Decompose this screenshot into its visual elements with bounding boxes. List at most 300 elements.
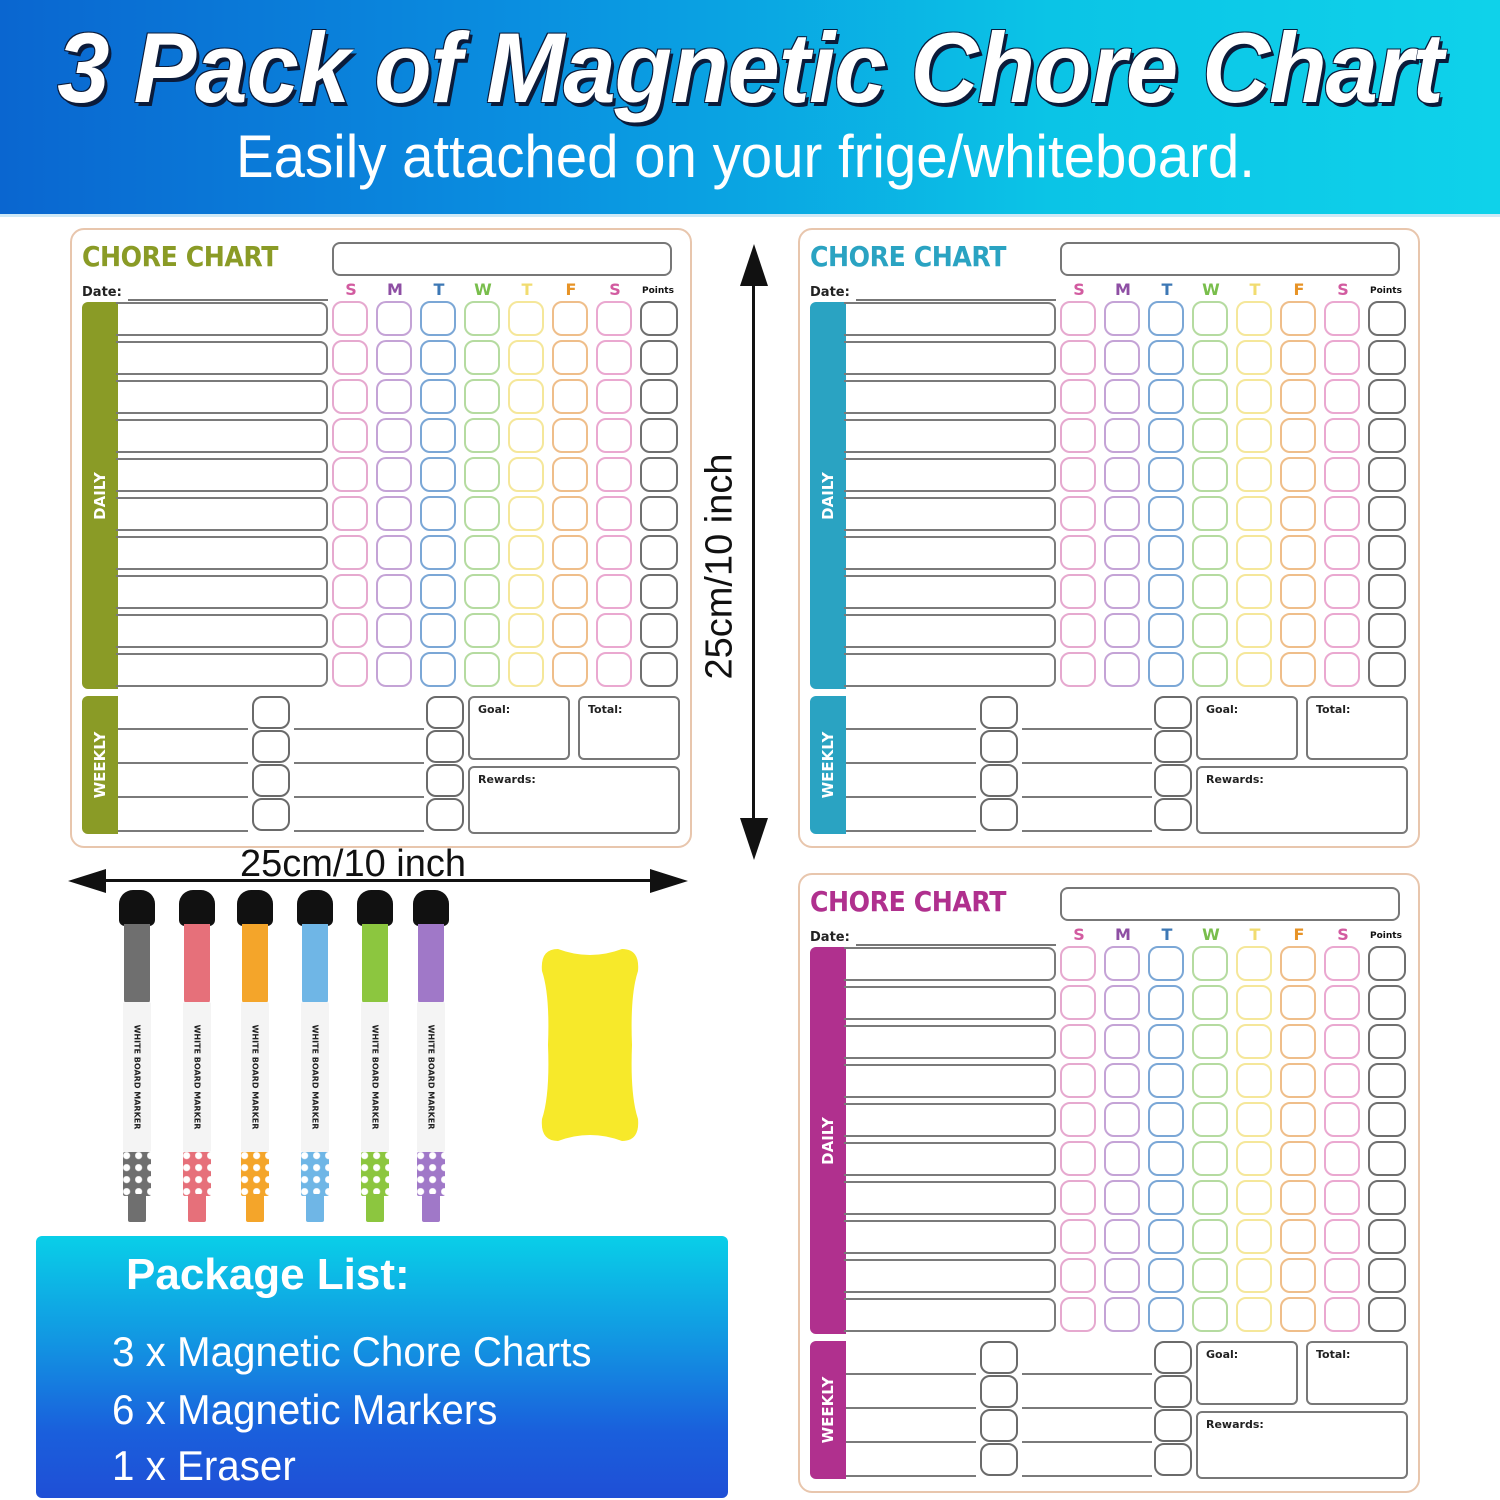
day-checkbox[interactable]: [1324, 457, 1360, 492]
day-checkbox[interactable]: [1280, 1102, 1316, 1137]
day-checkbox[interactable]: [1280, 985, 1316, 1020]
day-checkbox[interactable]: [1192, 1024, 1228, 1059]
day-checkbox[interactable]: [1236, 985, 1272, 1020]
day-checkbox[interactable]: [332, 340, 368, 375]
day-checkbox[interactable]: [1148, 1180, 1184, 1215]
day-checkbox[interactable]: [1148, 340, 1184, 375]
day-checkbox[interactable]: [596, 379, 632, 414]
day-checkbox[interactable]: [1104, 946, 1140, 981]
day-checkbox[interactable]: [332, 496, 368, 531]
points-box[interactable]: [1368, 1063, 1406, 1098]
daily-task-field[interactable]: [116, 302, 328, 336]
goal-box[interactable]: [1196, 1341, 1298, 1405]
weekly-task-field[interactable]: [1022, 1407, 1152, 1409]
day-checkbox[interactable]: [596, 535, 632, 570]
total-box[interactable]: [1306, 1341, 1408, 1405]
day-checkbox[interactable]: [1192, 1180, 1228, 1215]
day-checkbox[interactable]: [1060, 496, 1096, 531]
weekly-task-field[interactable]: [846, 1441, 976, 1443]
daily-task-field[interactable]: [844, 1181, 1056, 1215]
points-box[interactable]: [640, 574, 678, 609]
day-checkbox[interactable]: [508, 457, 544, 492]
day-checkbox[interactable]: [1324, 535, 1360, 570]
day-checkbox[interactable]: [552, 418, 588, 453]
day-checkbox[interactable]: [552, 496, 588, 531]
day-checkbox[interactable]: [376, 535, 412, 570]
daily-task-field[interactable]: [844, 419, 1056, 453]
weekly-task-field[interactable]: [294, 728, 424, 730]
day-checkbox[interactable]: [1148, 985, 1184, 1020]
day-checkbox[interactable]: [552, 340, 588, 375]
goal-box[interactable]: [468, 696, 570, 760]
day-checkbox[interactable]: [1060, 946, 1096, 981]
day-checkbox[interactable]: [1148, 1141, 1184, 1176]
weekly-checkbox[interactable]: [980, 798, 1018, 831]
day-checkbox[interactable]: [1192, 1141, 1228, 1176]
day-checkbox[interactable]: [596, 457, 632, 492]
day-checkbox[interactable]: [464, 613, 500, 648]
day-checkbox[interactable]: [1192, 418, 1228, 453]
day-checkbox[interactable]: [1148, 301, 1184, 336]
day-checkbox[interactable]: [1148, 457, 1184, 492]
day-checkbox[interactable]: [1280, 535, 1316, 570]
day-checkbox[interactable]: [1280, 1258, 1316, 1293]
weekly-task-field[interactable]: [1022, 830, 1152, 832]
day-checkbox[interactable]: [1060, 574, 1096, 609]
daily-task-field[interactable]: [116, 341, 328, 375]
day-checkbox[interactable]: [1148, 613, 1184, 648]
day-checkbox[interactable]: [508, 496, 544, 531]
day-checkbox[interactable]: [1324, 613, 1360, 648]
rewards-box[interactable]: [1196, 1411, 1408, 1479]
day-checkbox[interactable]: [1192, 985, 1228, 1020]
day-checkbox[interactable]: [1324, 1063, 1360, 1098]
weekly-task-field[interactable]: [294, 830, 424, 832]
day-checkbox[interactable]: [1104, 535, 1140, 570]
day-checkbox[interactable]: [1104, 652, 1140, 687]
weekly-checkbox[interactable]: [1154, 1409, 1192, 1442]
day-checkbox[interactable]: [376, 301, 412, 336]
weekly-task-field[interactable]: [846, 830, 976, 832]
day-checkbox[interactable]: [1148, 946, 1184, 981]
weekly-checkbox[interactable]: [1154, 764, 1192, 797]
day-checkbox[interactable]: [1236, 1063, 1272, 1098]
day-checkbox[interactable]: [1104, 379, 1140, 414]
day-checkbox[interactable]: [376, 496, 412, 531]
day-checkbox[interactable]: [1324, 1297, 1360, 1332]
day-checkbox[interactable]: [508, 340, 544, 375]
day-checkbox[interactable]: [596, 340, 632, 375]
day-checkbox[interactable]: [1280, 1063, 1316, 1098]
day-checkbox[interactable]: [464, 652, 500, 687]
day-checkbox[interactable]: [1192, 1063, 1228, 1098]
day-checkbox[interactable]: [508, 418, 544, 453]
day-checkbox[interactable]: [420, 340, 456, 375]
points-box[interactable]: [640, 418, 678, 453]
day-checkbox[interactable]: [552, 535, 588, 570]
day-checkbox[interactable]: [1192, 457, 1228, 492]
day-checkbox[interactable]: [508, 574, 544, 609]
day-checkbox[interactable]: [1148, 535, 1184, 570]
weekly-task-field[interactable]: [118, 796, 248, 798]
day-checkbox[interactable]: [1280, 1219, 1316, 1254]
day-checkbox[interactable]: [1104, 1180, 1140, 1215]
day-checkbox[interactable]: [552, 301, 588, 336]
weekly-task-field[interactable]: [294, 796, 424, 798]
day-checkbox[interactable]: [1192, 1258, 1228, 1293]
day-checkbox[interactable]: [552, 613, 588, 648]
daily-task-field[interactable]: [844, 458, 1056, 492]
weekly-checkbox[interactable]: [426, 696, 464, 729]
day-checkbox[interactable]: [1104, 1219, 1140, 1254]
day-checkbox[interactable]: [1060, 1063, 1096, 1098]
day-checkbox[interactable]: [1148, 1102, 1184, 1137]
day-checkbox[interactable]: [1104, 1102, 1140, 1137]
day-checkbox[interactable]: [1324, 496, 1360, 531]
day-checkbox[interactable]: [1280, 379, 1316, 414]
day-checkbox[interactable]: [1324, 1024, 1360, 1059]
day-checkbox[interactable]: [376, 652, 412, 687]
day-checkbox[interactable]: [508, 535, 544, 570]
day-checkbox[interactable]: [1060, 1297, 1096, 1332]
daily-task-field[interactable]: [844, 947, 1056, 981]
day-checkbox[interactable]: [1236, 613, 1272, 648]
day-checkbox[interactable]: [1324, 946, 1360, 981]
points-box[interactable]: [1368, 301, 1406, 336]
day-checkbox[interactable]: [1060, 379, 1096, 414]
day-checkbox[interactable]: [1236, 340, 1272, 375]
day-checkbox[interactable]: [420, 652, 456, 687]
day-checkbox[interactable]: [1324, 985, 1360, 1020]
weekly-checkbox[interactable]: [252, 798, 290, 831]
points-box[interactable]: [640, 613, 678, 648]
name-field[interactable]: [1060, 242, 1400, 276]
day-checkbox[interactable]: [1148, 379, 1184, 414]
weekly-checkbox[interactable]: [1154, 798, 1192, 831]
weekly-task-field[interactable]: [118, 728, 248, 730]
daily-task-field[interactable]: [844, 653, 1056, 687]
day-checkbox[interactable]: [376, 457, 412, 492]
day-checkbox[interactable]: [1104, 1141, 1140, 1176]
points-box[interactable]: [1368, 1180, 1406, 1215]
day-checkbox[interactable]: [332, 457, 368, 492]
day-checkbox[interactable]: [420, 535, 456, 570]
daily-task-field[interactable]: [844, 380, 1056, 414]
day-checkbox[interactable]: [596, 574, 632, 609]
day-checkbox[interactable]: [1148, 496, 1184, 531]
day-checkbox[interactable]: [376, 379, 412, 414]
points-box[interactable]: [1368, 496, 1406, 531]
day-checkbox[interactable]: [1324, 1102, 1360, 1137]
day-checkbox[interactable]: [332, 652, 368, 687]
day-checkbox[interactable]: [1104, 340, 1140, 375]
weekly-checkbox[interactable]: [980, 1341, 1018, 1374]
day-checkbox[interactable]: [596, 301, 632, 336]
day-checkbox[interactable]: [420, 301, 456, 336]
day-checkbox[interactable]: [1104, 457, 1140, 492]
weekly-checkbox[interactable]: [252, 696, 290, 729]
day-checkbox[interactable]: [464, 535, 500, 570]
points-box[interactable]: [640, 652, 678, 687]
weekly-task-field[interactable]: [846, 728, 976, 730]
day-checkbox[interactable]: [1060, 1258, 1096, 1293]
date-field[interactable]: [856, 944, 1056, 946]
day-checkbox[interactable]: [1148, 418, 1184, 453]
day-checkbox[interactable]: [1280, 1180, 1316, 1215]
goal-box[interactable]: [1196, 696, 1298, 760]
points-box[interactable]: [1368, 574, 1406, 609]
day-checkbox[interactable]: [332, 379, 368, 414]
day-checkbox[interactable]: [1148, 1024, 1184, 1059]
daily-task-field[interactable]: [844, 986, 1056, 1020]
day-checkbox[interactable]: [420, 418, 456, 453]
day-checkbox[interactable]: [1060, 340, 1096, 375]
day-checkbox[interactable]: [1060, 418, 1096, 453]
day-checkbox[interactable]: [1280, 457, 1316, 492]
daily-task-field[interactable]: [844, 302, 1056, 336]
day-checkbox[interactable]: [1192, 1297, 1228, 1332]
points-box[interactable]: [640, 301, 678, 336]
daily-task-field[interactable]: [116, 380, 328, 414]
day-checkbox[interactable]: [464, 340, 500, 375]
weekly-task-field[interactable]: [846, 762, 976, 764]
weekly-checkbox[interactable]: [426, 764, 464, 797]
day-checkbox[interactable]: [1324, 1219, 1360, 1254]
day-checkbox[interactable]: [420, 379, 456, 414]
daily-task-field[interactable]: [844, 1064, 1056, 1098]
day-checkbox[interactable]: [420, 496, 456, 531]
daily-task-field[interactable]: [116, 458, 328, 492]
day-checkbox[interactable]: [420, 613, 456, 648]
day-checkbox[interactable]: [1192, 340, 1228, 375]
day-checkbox[interactable]: [508, 379, 544, 414]
day-checkbox[interactable]: [596, 418, 632, 453]
weekly-checkbox[interactable]: [980, 764, 1018, 797]
weekly-checkbox[interactable]: [1154, 1375, 1192, 1408]
day-checkbox[interactable]: [1236, 418, 1272, 453]
daily-task-field[interactable]: [116, 575, 328, 609]
weekly-checkbox[interactable]: [1154, 1443, 1192, 1476]
weekly-task-field[interactable]: [1022, 796, 1152, 798]
day-checkbox[interactable]: [464, 418, 500, 453]
day-checkbox[interactable]: [1236, 457, 1272, 492]
weekly-task-field[interactable]: [118, 762, 248, 764]
day-checkbox[interactable]: [376, 574, 412, 609]
day-checkbox[interactable]: [1192, 535, 1228, 570]
day-checkbox[interactable]: [1280, 613, 1316, 648]
points-box[interactable]: [1368, 1219, 1406, 1254]
weekly-checkbox[interactable]: [252, 730, 290, 763]
weekly-task-field[interactable]: [846, 796, 976, 798]
points-box[interactable]: [640, 535, 678, 570]
weekly-task-field[interactable]: [118, 830, 248, 832]
day-checkbox[interactable]: [1236, 1258, 1272, 1293]
date-field[interactable]: [128, 299, 328, 301]
day-checkbox[interactable]: [1060, 1219, 1096, 1254]
day-checkbox[interactable]: [1324, 1141, 1360, 1176]
day-checkbox[interactable]: [332, 574, 368, 609]
day-checkbox[interactable]: [1280, 301, 1316, 336]
weekly-checkbox[interactable]: [1154, 696, 1192, 729]
day-checkbox[interactable]: [596, 613, 632, 648]
day-checkbox[interactable]: [1192, 496, 1228, 531]
day-checkbox[interactable]: [1236, 946, 1272, 981]
weekly-task-field[interactable]: [1022, 728, 1152, 730]
day-checkbox[interactable]: [1236, 652, 1272, 687]
daily-task-field[interactable]: [844, 1103, 1056, 1137]
name-field[interactable]: [1060, 887, 1400, 921]
day-checkbox[interactable]: [596, 496, 632, 531]
day-checkbox[interactable]: [1060, 613, 1096, 648]
day-checkbox[interactable]: [1324, 418, 1360, 453]
day-checkbox[interactable]: [1104, 1063, 1140, 1098]
day-checkbox[interactable]: [1192, 379, 1228, 414]
day-checkbox[interactable]: [332, 301, 368, 336]
day-checkbox[interactable]: [1236, 1141, 1272, 1176]
weekly-checkbox[interactable]: [980, 730, 1018, 763]
day-checkbox[interactable]: [376, 418, 412, 453]
day-checkbox[interactable]: [1236, 1297, 1272, 1332]
weekly-task-field[interactable]: [846, 1475, 976, 1477]
daily-task-field[interactable]: [844, 536, 1056, 570]
day-checkbox[interactable]: [1236, 1180, 1272, 1215]
day-checkbox[interactable]: [1060, 1141, 1096, 1176]
points-box[interactable]: [1368, 535, 1406, 570]
day-checkbox[interactable]: [332, 613, 368, 648]
day-checkbox[interactable]: [1280, 574, 1316, 609]
day-checkbox[interactable]: [1148, 1297, 1184, 1332]
day-checkbox[interactable]: [1236, 1102, 1272, 1137]
weekly-task-field[interactable]: [294, 762, 424, 764]
rewards-box[interactable]: [468, 766, 680, 834]
weekly-checkbox[interactable]: [426, 798, 464, 831]
total-box[interactable]: [1306, 696, 1408, 760]
points-box[interactable]: [1368, 946, 1406, 981]
points-box[interactable]: [640, 340, 678, 375]
day-checkbox[interactable]: [420, 457, 456, 492]
day-checkbox[interactable]: [1280, 946, 1316, 981]
rewards-box[interactable]: [1196, 766, 1408, 834]
weekly-checkbox[interactable]: [980, 1375, 1018, 1408]
points-box[interactable]: [1368, 1258, 1406, 1293]
points-box[interactable]: [1368, 1141, 1406, 1176]
day-checkbox[interactable]: [1236, 574, 1272, 609]
day-checkbox[interactable]: [1236, 1219, 1272, 1254]
day-checkbox[interactable]: [1236, 1024, 1272, 1059]
name-field[interactable]: [332, 242, 672, 276]
day-checkbox[interactable]: [1148, 1219, 1184, 1254]
day-checkbox[interactable]: [552, 652, 588, 687]
points-box[interactable]: [1368, 457, 1406, 492]
day-checkbox[interactable]: [1324, 1258, 1360, 1293]
day-checkbox[interactable]: [1192, 574, 1228, 609]
weekly-task-field[interactable]: [1022, 1373, 1152, 1375]
day-checkbox[interactable]: [1324, 574, 1360, 609]
day-checkbox[interactable]: [332, 418, 368, 453]
daily-task-field[interactable]: [844, 1025, 1056, 1059]
weekly-checkbox[interactable]: [980, 696, 1018, 729]
day-checkbox[interactable]: [552, 574, 588, 609]
weekly-task-field[interactable]: [1022, 762, 1152, 764]
day-checkbox[interactable]: [1148, 574, 1184, 609]
day-checkbox[interactable]: [1104, 1297, 1140, 1332]
day-checkbox[interactable]: [1104, 1258, 1140, 1293]
day-checkbox[interactable]: [1060, 1024, 1096, 1059]
day-checkbox[interactable]: [464, 379, 500, 414]
day-checkbox[interactable]: [1060, 457, 1096, 492]
points-box[interactable]: [1368, 1102, 1406, 1137]
day-checkbox[interactable]: [464, 457, 500, 492]
day-checkbox[interactable]: [1280, 1141, 1316, 1176]
points-box[interactable]: [640, 496, 678, 531]
day-checkbox[interactable]: [1192, 1219, 1228, 1254]
weekly-checkbox[interactable]: [426, 730, 464, 763]
day-checkbox[interactable]: [1192, 946, 1228, 981]
day-checkbox[interactable]: [1192, 613, 1228, 648]
day-checkbox[interactable]: [1060, 301, 1096, 336]
daily-task-field[interactable]: [116, 536, 328, 570]
day-checkbox[interactable]: [552, 379, 588, 414]
day-checkbox[interactable]: [1236, 535, 1272, 570]
daily-task-field[interactable]: [844, 497, 1056, 531]
total-box[interactable]: [578, 696, 680, 760]
daily-task-field[interactable]: [844, 1142, 1056, 1176]
day-checkbox[interactable]: [1192, 301, 1228, 336]
daily-task-field[interactable]: [844, 1298, 1056, 1332]
day-checkbox[interactable]: [1060, 535, 1096, 570]
daily-task-field[interactable]: [844, 575, 1056, 609]
day-checkbox[interactable]: [1324, 340, 1360, 375]
daily-task-field[interactable]: [844, 614, 1056, 648]
day-checkbox[interactable]: [1236, 301, 1272, 336]
points-box[interactable]: [1368, 652, 1406, 687]
day-checkbox[interactable]: [1280, 340, 1316, 375]
points-box[interactable]: [1368, 613, 1406, 648]
date-field[interactable]: [856, 299, 1056, 301]
day-checkbox[interactable]: [1280, 1024, 1316, 1059]
day-checkbox[interactable]: [1280, 652, 1316, 687]
daily-task-field[interactable]: [844, 1259, 1056, 1293]
weekly-task-field[interactable]: [846, 1373, 976, 1375]
weekly-checkbox[interactable]: [1154, 730, 1192, 763]
day-checkbox[interactable]: [508, 613, 544, 648]
day-checkbox[interactable]: [1060, 1102, 1096, 1137]
day-checkbox[interactable]: [552, 457, 588, 492]
points-box[interactable]: [1368, 340, 1406, 375]
weekly-task-field[interactable]: [1022, 1475, 1152, 1477]
weekly-task-field[interactable]: [846, 1407, 976, 1409]
points-box[interactable]: [1368, 985, 1406, 1020]
daily-task-field[interactable]: [116, 614, 328, 648]
day-checkbox[interactable]: [1148, 1063, 1184, 1098]
weekly-checkbox[interactable]: [252, 764, 290, 797]
daily-task-field[interactable]: [844, 341, 1056, 375]
weekly-checkbox[interactable]: [980, 1409, 1018, 1442]
day-checkbox[interactable]: [376, 613, 412, 648]
day-checkbox[interactable]: [1104, 574, 1140, 609]
day-checkbox[interactable]: [1324, 301, 1360, 336]
day-checkbox[interactable]: [376, 340, 412, 375]
daily-task-field[interactable]: [116, 497, 328, 531]
day-checkbox[interactable]: [508, 301, 544, 336]
day-checkbox[interactable]: [1280, 418, 1316, 453]
day-checkbox[interactable]: [1192, 652, 1228, 687]
day-checkbox[interactable]: [1324, 379, 1360, 414]
daily-task-field[interactable]: [116, 653, 328, 687]
day-checkbox[interactable]: [1060, 652, 1096, 687]
day-checkbox[interactable]: [508, 652, 544, 687]
day-checkbox[interactable]: [1280, 1297, 1316, 1332]
